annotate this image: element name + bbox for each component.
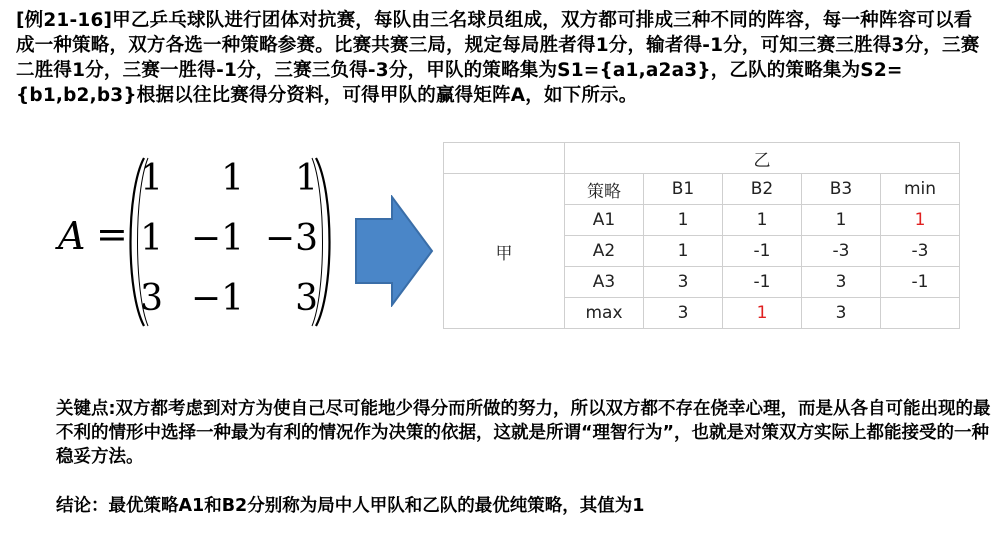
problem-statement: [例21-16]甲乙乒乓球队进行团体对抗赛，每队由三名球员组成，双方都可排成三种不同的阵容，每一种阵容可以看成一种策略，双方各选一种策略参赛。比赛共赛三局，规定每局胜者得1分，输者得-1分，可知三赛三胜得3分，三赛二胜得1分，三赛一胜得-1分，三赛三负得-3分，甲队的策略集为S1={a1,a2a3}，乙队的策略集为S2={b1,b2,b3}根据以往比赛得分资料，可得甲队的赢得矩阵A，如下所示。 [16,10,980,106]
matrix-cell: −3 [264,218,318,259]
team-b-header: 乙 [565,143,960,174]
table-blank-cell [444,143,565,174]
matrix-cell: 1 [140,158,163,199]
key-point-paragraph: 关键点:双方都考虑到对方为使自己尽可能地少得分而所做的努力，所以双方都不存在侥幸心理，而是从各自可能出现的最不利的情形中选择一种最为有利的情况作为决策的依据，这就是所谓“理智行为”，也就是对策双方实际上都能接受的一种稳妥方法。 [56,399,991,467]
table-cell: 3 [644,267,723,298]
table-cell: 1 [723,205,802,236]
table-header-row [444,143,960,174]
table-cell-highlight: 1 [723,298,802,329]
table-cell: 3 [802,267,881,298]
payoff-table [443,142,960,329]
col-header: B2 [723,174,802,205]
table-cell: 1 [644,205,723,236]
matrix-label: A [58,214,86,258]
matrix-cell: 3 [295,278,318,319]
table-cell: -1 [723,267,802,298]
matrix-cell: 1 [221,158,244,199]
matrix-cell: 3 [140,278,163,319]
table-cell-highlight: 1 [881,205,960,236]
strategy-corner: 策略 [565,174,644,205]
table-cell: -1 [881,267,960,298]
row-label-max: max [565,298,644,329]
conclusion-paragraph: 结论：最优策略A1和B2分别称为局中人甲队和乙队的最优纯策略，其值为1 [56,496,645,516]
team-a-header: 甲 [444,174,565,329]
col-header: B3 [802,174,881,205]
table-cell: -3 [881,236,960,267]
table-cell: -1 [723,236,802,267]
matrix-cell: 1 [295,158,318,199]
table-cell: 1 [644,236,723,267]
row-label: A3 [565,267,644,298]
matrix-cell: −1 [190,218,244,259]
matrix-cell: −1 [190,278,244,319]
table-cell: 3 [644,298,723,329]
table-cell: 3 [802,298,881,329]
col-header: B1 [644,174,723,205]
row-label: A2 [565,236,644,267]
table-cell: 1 [802,205,881,236]
matrix-cell: 1 [140,218,163,259]
row-label: A1 [565,205,644,236]
col-header-min: min [881,174,960,205]
table-row [444,174,960,205]
table-cell [881,298,960,329]
matrix-equals-sign: = [96,212,128,256]
table-cell: -3 [802,236,881,267]
right-arrow-icon [354,195,434,307]
payoff-matrix [58,152,348,332]
